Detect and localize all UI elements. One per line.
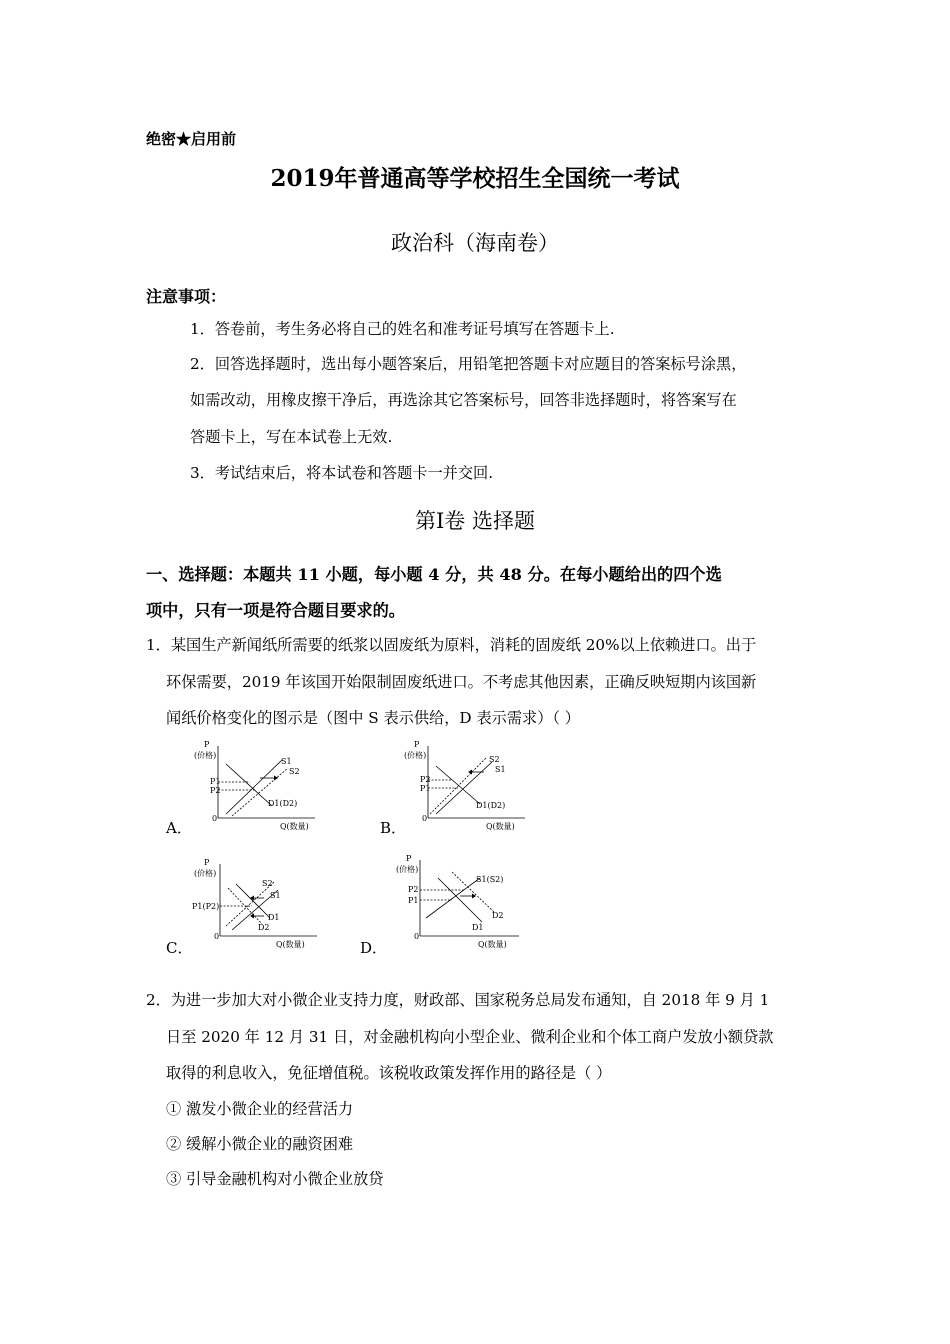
notice-item-2-cont: 如需改动，用橡皮擦干净后，再选涂其它答案标号，回答非选择题时，将答案写在 [190, 391, 737, 409]
graph-a-p-label: P [204, 740, 210, 749]
graph-d-p1-label: P1 [408, 896, 419, 905]
graph-a-arrow-head [274, 776, 278, 781]
graph-d-p-label: P [406, 854, 412, 863]
graph-a-q-label: Q(数量) [280, 822, 309, 831]
graph-b-d-label: D1(D2) [476, 801, 506, 810]
graph-option-c [192, 856, 332, 955]
notice-title: 注意事项： [146, 287, 227, 306]
graph-b-q-label: Q(数量) [486, 822, 515, 831]
graph-d-d2-label: D2 [492, 911, 504, 920]
graph-c-d1-label: D1 [268, 913, 280, 922]
graph-a-s2-label: S2 [289, 767, 300, 776]
exam-title: 2019年普通高等学校招生全国统一考试 [270, 165, 680, 192]
part-title: 第Ⅰ卷 选择题 [415, 509, 535, 533]
notice-item-3: 3．考试结束后，将本试卷和答题卡一并交回. [190, 464, 494, 482]
q1-option-c-label: C． [166, 939, 193, 957]
q2-line-1: 2．为进一步加大对小微企业支持力度，财政部、国家税务总局发布通知，自 2018 年 9 月 1 [146, 991, 770, 1009]
q1-option-a-label: A． [166, 819, 192, 837]
graph-b-s2-label: S2 [489, 755, 500, 764]
graph-a-d-curve [226, 764, 272, 806]
graph-option-d [394, 852, 534, 956]
graph-a-p2-label: P2 [210, 786, 221, 795]
graph-b-s1-label: S1 [495, 765, 506, 774]
section-heading-line-1: 一、选择题：本题共 11 小题，每小题 4 分，共 48 分。在每小题给出的四个选 [146, 565, 722, 584]
graph-c-s1-label: S1 [270, 891, 281, 900]
graph-c-price-label: (价格) [194, 869, 217, 878]
graph-d-d1-label: D1 [472, 923, 484, 932]
q2-line-2: 日至 2020 年 12 月 31 日，对金融机构向小型企业、微利企业和个体工商户发放小额贷款 [166, 1028, 774, 1046]
graph-c-s2-curve [226, 882, 274, 926]
graph-d-p2-label: P2 [408, 885, 419, 894]
q1-option-b-label: B． [380, 819, 407, 837]
notice-item-2-cont-2: 答题卡上，写在本试卷上无效. [190, 428, 393, 446]
graph-b-price-label: (价格) [404, 751, 427, 760]
secret-mark: 绝密★启用前 [146, 130, 237, 148]
graph-b-origin: 0 [422, 814, 428, 823]
notice-item-1: 1．答卷前，考生务必将自己的姓名和准考证号填写在答题卡上. [190, 320, 615, 338]
graph-option-b [400, 738, 540, 837]
q1-option-d-label: D． [360, 939, 388, 957]
graph-c-q-label: Q(数量) [276, 940, 305, 949]
q1-line-1: 1．某国生产新闻纸所需要的纸浆以固废纸为原料，消耗的固废纸 20%以上依赖进口。出于 [146, 636, 757, 654]
graph-c-s2-label: S2 [262, 879, 273, 888]
graph-d-price-label: (价格) [396, 865, 419, 874]
q2-choice-3: ③ 引导金融机构对小微企业放贷 [166, 1170, 384, 1188]
graph-c-p-value-label: P1(P2) [192, 902, 220, 911]
graph-option-a [190, 738, 330, 837]
q2-line-3: 取得的利息收入，免征增值税。该税收政策发挥作用的路径是（ ） [166, 1064, 612, 1082]
q1-line-2: 环保需要，2019 年该国开始限制固废纸进口。不考虑其他因素，正确反映短期内该国新 [166, 673, 757, 691]
graph-a-d-label: D1(D2) [268, 799, 298, 808]
q2-choice-2: ② 缓解小微企业的融资困难 [166, 1135, 354, 1153]
graph-b-p2-label: P2 [420, 775, 431, 784]
graph-c-origin: 0 [214, 932, 220, 941]
graph-a-p1-label: P1 [210, 777, 221, 786]
graph-d-s-label: S1(S2) [476, 875, 504, 884]
graph-c-p-label: P [204, 858, 210, 867]
graph-d-origin: 0 [414, 932, 420, 941]
graph-b-p1-label: P1 [420, 784, 431, 793]
graph-a-origin: 0 [212, 814, 218, 823]
section-heading-line-2: 项中，只有一项是符合题目要求的。 [146, 601, 405, 620]
graph-a-price-label: (价格) [194, 751, 217, 760]
notice-item-2: 2．回答选择题时，选出每小题答案后，用铅笔把答题卡对应题目的答案标号涂黑， [190, 355, 747, 373]
graph-c-d2-label: D2 [258, 923, 270, 932]
q1-line-3: 闻纸价格变化的图示是（图中 S 表示供给，D 表示需求）（ ） [166, 709, 580, 727]
graph-a-s1-label: S1 [281, 757, 292, 766]
q2-choice-1: ① 激发小微企业的经营活力 [166, 1100, 354, 1118]
graph-b-p-label: P [414, 740, 420, 749]
graph-d-q-label: Q(数量) [478, 940, 507, 949]
subject-title: 政治科（海南卷） [391, 231, 559, 255]
graph-a-s2-curve [232, 768, 288, 816]
